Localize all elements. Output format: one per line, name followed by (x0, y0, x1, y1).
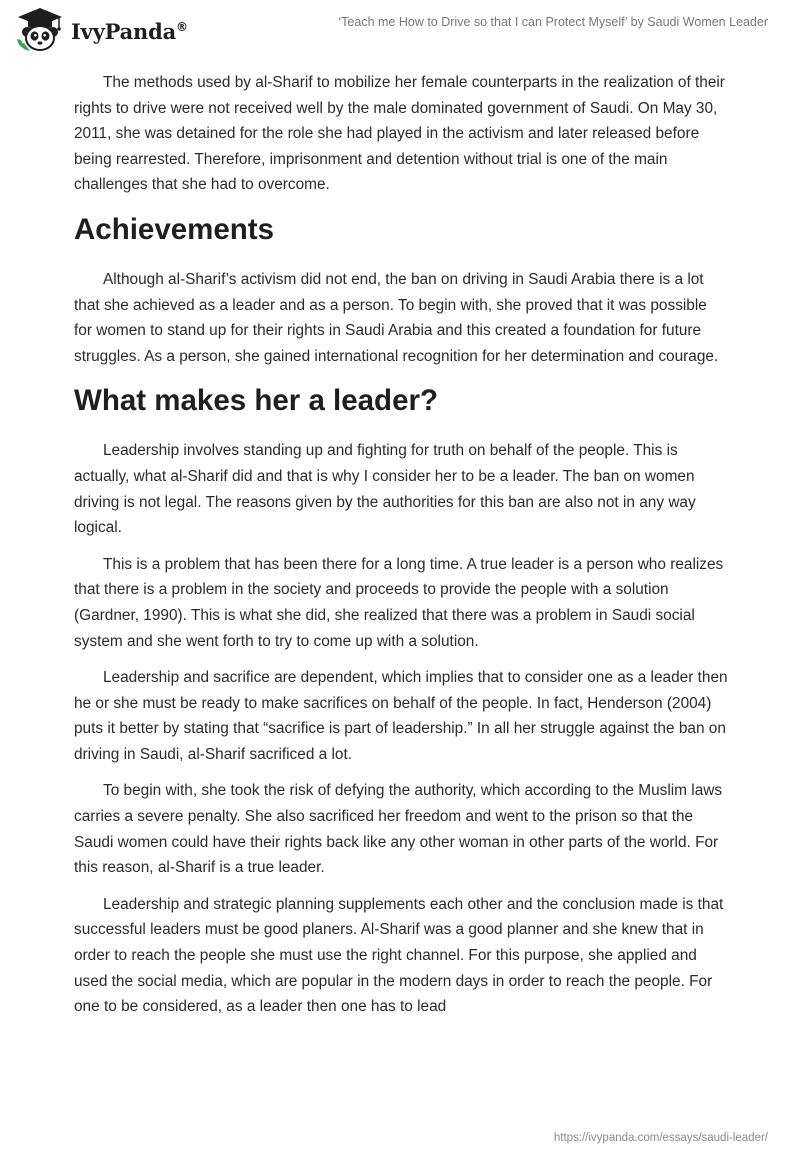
ivypanda-logo[interactable] (15, 6, 205, 52)
paragraph: Although al-Sharif’s activism did not end, the ban on driving in Saudi Arabia there is a lot that she achieved as a leader and as a person. To begin with, she proved that it was possible for women to stand up for their rights in Saudi Arabia and this created a foundation for future struggles. As a person, she gained international recognition for her determination and courage. (74, 270, 719, 365)
document-title: ‘Teach me How to Drive so that I can Protect Myself’ by Saudi Women Leader (338, 15, 768, 29)
essay-content (74, 70, 728, 1031)
paragraph: This is a problem that has been there for a long time. A true leader is a person who realizes that there is a problem in the society and proceeds to provide the people with a solution (Gardner, 1990). This is what she did, she realized that there was a problem in Saudi social system and she went forth to try to come up with a solution. (74, 555, 724, 650)
heading-achievements: Achievements (74, 212, 275, 246)
panda-graduate-icon (15, 6, 65, 52)
page-header (0, 0, 800, 62)
paragraph: To begin with, she took the risk of defying the authority, which according to the Muslim laws carries a severe penalty. She also sacrificed her freedom and went to the prison so that the Saudi women could have their rights back like any other woman in other parts of the world. For this reason, al-Sharif is a true leader. (74, 782, 723, 877)
brand-name: IvyPanda® (71, 18, 188, 44)
paragraph: The methods used by al-Sharif to mobilize her female counterparts in the realization of their rights to drive were not received well by the male dominated government of Saudi. On May 30, 2011, she was detained for the role she had played in the activism and later released before being rearrested. Therefore, imprisonment and detention without trial is one of the main challenges that she had to overcome. (74, 74, 725, 194)
heading-leader: What makes her a leader? (74, 384, 438, 418)
paragraph: Leadership involves standing up and fighting for truth on behalf of the people. This is actually, what al-Sharif did and that is why I consider her to be a leader. The ban on women driving is not legal. The reasons given by the authorities for this ban are also not in any way logical. (74, 442, 696, 537)
paragraph: Leadership and strategic planning supplements each other and the conclusion made is that successful leaders must be good planers. Al-Sharif was a good planner and she knew that in order to reach the people she must use the right channel. For this purpose, she applied and used the social media, which are popular in the modern days in order to reach the people. For one to be considered, as a leader then one has to lead (74, 895, 724, 1016)
footer-url[interactable]: https://ivypanda.com/essays/saudi-leader/ (553, 1132, 768, 1144)
paragraph: Leadership and sacrifice are dependent, which implies that to consider one as a leader then he or she must be ready to make sacrifices on behalf of the people. In fact, Henderson (2004) puts it better by stating that “sacrifice is part of leadership.” In all her struggle against the ban on driving in Saudi, al-Sharif sacrificed a lot. (74, 669, 728, 763)
